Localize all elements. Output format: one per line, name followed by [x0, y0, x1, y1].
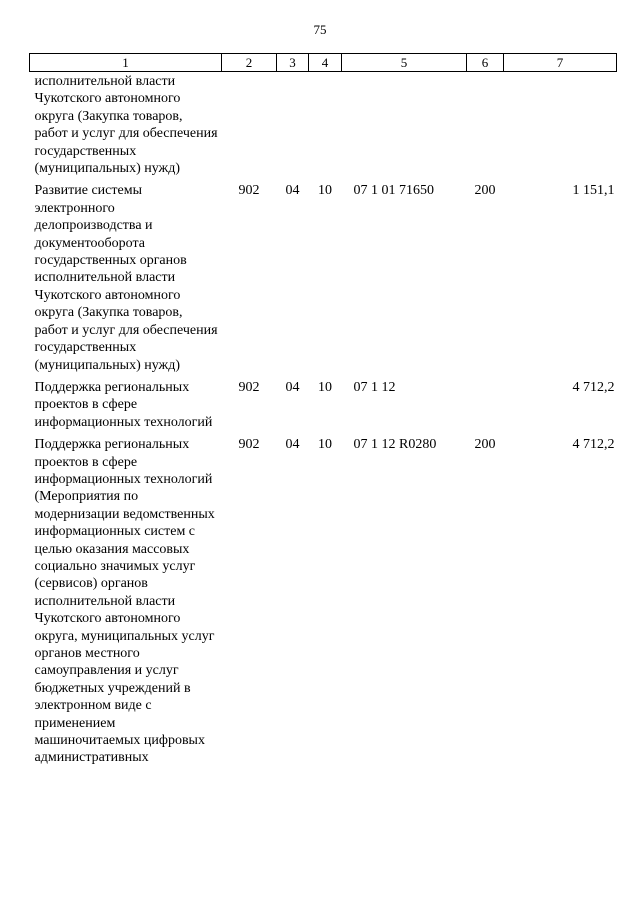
- column-header-7: 7: [504, 54, 617, 72]
- row-subsection: [309, 72, 342, 178]
- row-amount: [504, 72, 617, 178]
- row-expense-type: [467, 374, 504, 431]
- page-number: 75: [313, 22, 327, 37]
- column-header-1: 1: [30, 54, 222, 72]
- row-subsection: 10: [318, 183, 332, 199]
- column-header-5: 5: [342, 54, 467, 72]
- column-header-2: 2: [222, 54, 277, 72]
- row-amount: 4 712,2: [572, 437, 615, 453]
- row-amount: 4 712,2: [572, 379, 615, 395]
- row-name: исполнительной власти Чукотского автономного округа (Закупка товаров, работ и услуг для обеспечения государственных (муниципальных) нужд): [34, 74, 218, 177]
- table-row: [30, 72, 617, 178]
- row-name: Поддержка региональных проектов в сфере информационных технологий: [34, 379, 213, 430]
- row-section: 04: [285, 437, 300, 453]
- header-row: [30, 54, 617, 72]
- row-amount: 1 151,1: [572, 183, 615, 199]
- column-header-4: 4: [309, 54, 342, 72]
- row-name: Поддержка региональных проектов в сфере информационных технологий (Мероприятия по модернизации ведомственных информационных систем с целью оказания массовых социально значимых услуг (сервисов) органов исполнительной власти Чукотского автономного округа, муниципальных услуг органов местного самоуправления и услуг бюджетных учреждений в электронном виде с применением машиночитаемых цифровых административных: [34, 437, 215, 766]
- table-row: [30, 374, 617, 431]
- row-ministry: [222, 72, 277, 178]
- column-header-6: 6: [467, 54, 504, 72]
- budget-table: [29, 53, 617, 767]
- row-name: Развитие системы электронного делопроизводства и документооборота государственных органов исполнительной власти Чукотского автономного округа (Закупка товаров, работ и услуг для обеспечения государственных (муниципальных) нужд): [34, 183, 218, 373]
- row-subsection: 10: [318, 437, 332, 453]
- row-target-article: 07 1 12 R0280: [353, 437, 437, 453]
- row-subsection: 10: [318, 379, 332, 395]
- row-target-article: 07 1 01 71650: [353, 183, 434, 199]
- row-ministry: 902: [238, 379, 260, 395]
- row-ministry: 902: [238, 183, 260, 199]
- row-section: 04: [285, 183, 300, 199]
- row-section: 04: [285, 379, 300, 395]
- row-expense-type: [467, 72, 504, 178]
- table-row: [30, 177, 617, 373]
- column-header-3: 3: [277, 54, 309, 72]
- row-expense-type: 200: [474, 437, 496, 453]
- row-section: [277, 72, 309, 178]
- row-ministry: 902: [238, 437, 260, 453]
- row-target-article: 07 1 12: [353, 379, 396, 395]
- row-target-article: [342, 72, 467, 178]
- row-expense-type: 200: [474, 183, 496, 199]
- table-row: [30, 431, 617, 767]
